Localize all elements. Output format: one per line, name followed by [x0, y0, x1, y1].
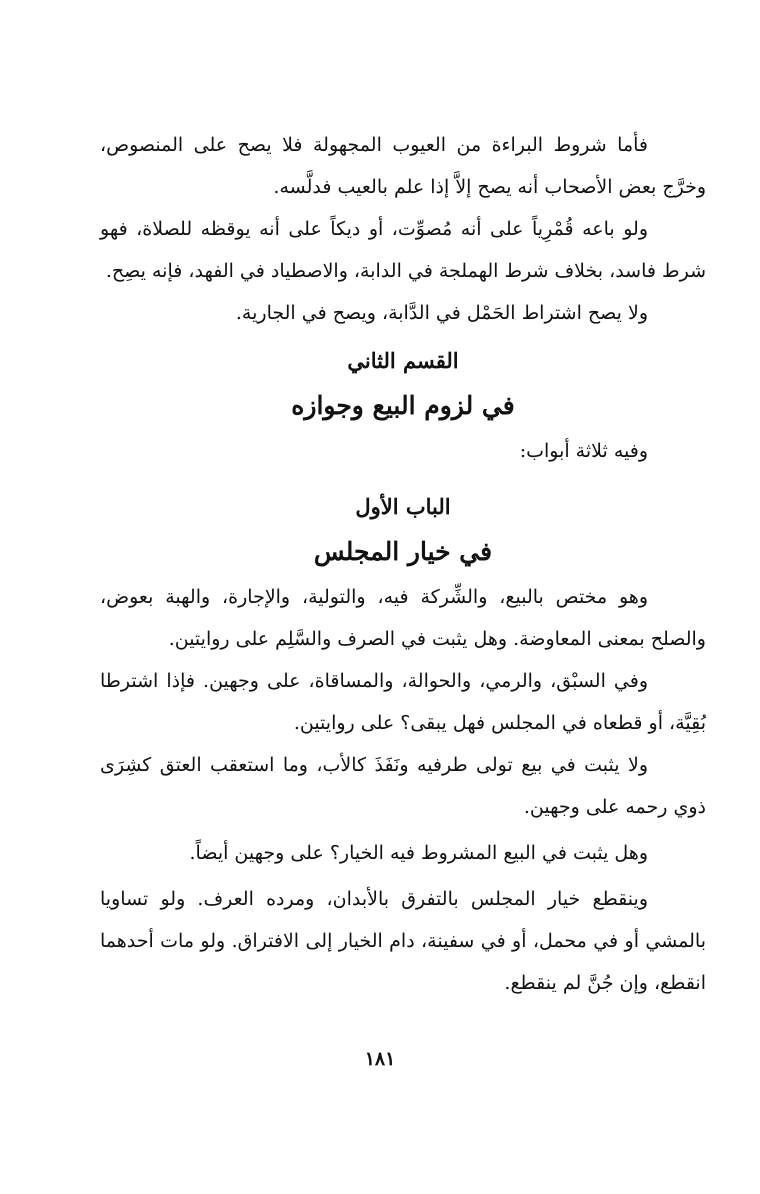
section-subtitle: في لزوم البيع وجوازه	[291, 391, 515, 420]
paragraph-pregnancy-condition: ولا يصح اشتراط الحَمْل في الدَّابة، ويصح في الجارية.	[235, 302, 648, 324]
paragraph-scope: وهو مختص بالبيع، والشِّركة فيه، والتولية، والإجارة، والهبة بعوض، والصلح بمعنى المعاوضة. وهل يثبت في الصرف والسَّلِم على روايتين.	[100, 586, 706, 650]
paragraph-bara-conditions: فأما شروط البراءة من العيوب المجهولة فلا يصح على المنصوص، وخرَّج بعض الأصحاب أنه يصح إلاَّ إذا علم بالعيب فدلَّسه.	[100, 134, 706, 198]
paragraph-single-party: ولا يثبت في بيع تولى طرفيه ونَفَذَ كالأب، وما استعقب العتق كشِرَى ذوي رحمه على وجهين.	[100, 754, 706, 818]
paragraph-qumri-sale: ولو باعه قُمْرِياً على أنه مُصوِّت، أو ديكاً على أنه يوقظه للصلاة، فهو شرط فاسد، بخلاف شرط الهملجة في الدابة، والاصطياد في الفهد، فإنه يصِح.	[100, 218, 706, 282]
section-title: القسم الثاني	[347, 348, 459, 373]
paragraph-separation: وينقطع خيار المجلس بالتفرق بالأبدان، ومرده العرف. ولو تساويا بالمشي أو في محمل، أو في سفينة، دام الخيار إلى الافتراق. ولو مات أحدهما انقطع، وإن جُنَّ لم ينقطع.	[100, 888, 706, 994]
text-column	[100, 124, 706, 1004]
section-intro: وفيه ثلاثة أبواب:	[519, 440, 648, 462]
paragraph-conditional-option: وهل يثبت في البيع المشروط فيه الخيار؟ على وجهين أيضاً.	[189, 842, 648, 864]
chapter-title: الباب الأول	[355, 494, 451, 519]
chapter-subtitle: في خيار المجلس	[313, 537, 493, 566]
paragraph-racing: وفي السبْق، والرمي، والحوالة، والمساقاة، على وجهين. فإذا اشترطا بُقِيَّة، أو قطعاه في المجلس فهل يبقى؟ على روايتين.	[100, 670, 706, 734]
page-number: ١٨١	[364, 1048, 396, 1070]
